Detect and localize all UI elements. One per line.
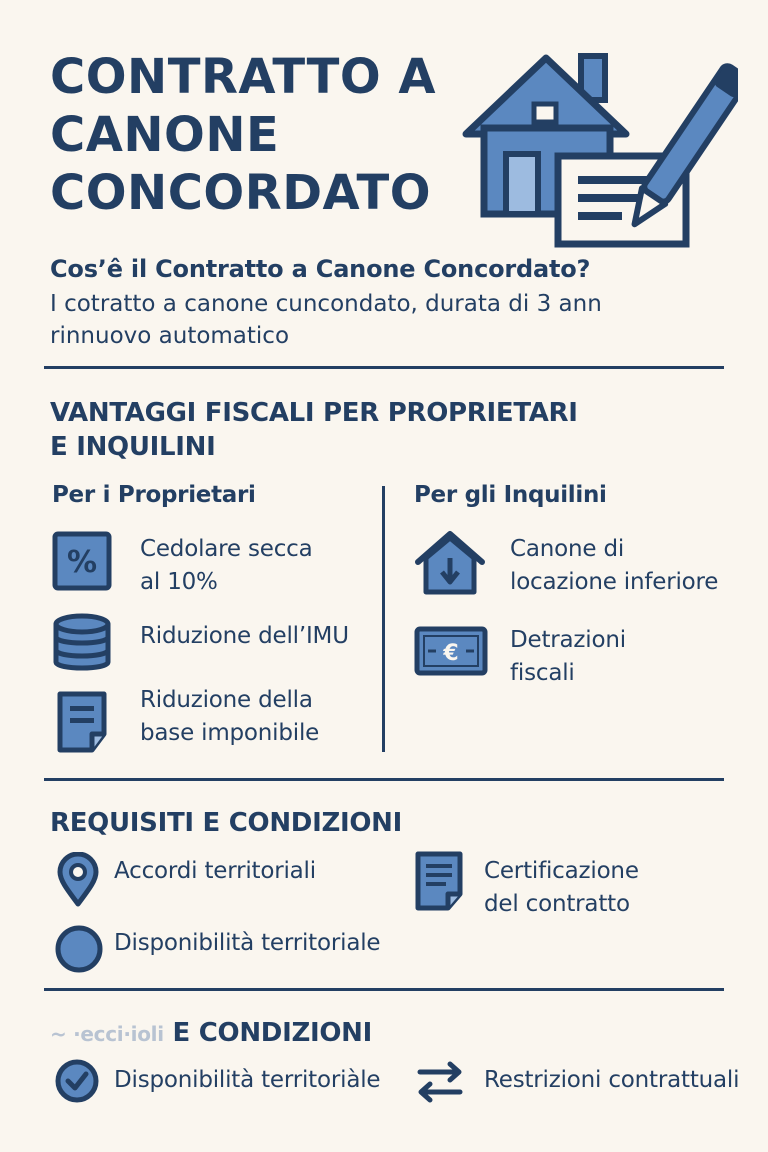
requisiti-item-1 — [114, 855, 316, 888]
intro-text — [50, 288, 700, 352]
document-icon — [56, 690, 112, 754]
swap-arrows-icon — [416, 1060, 464, 1104]
requisiti-item-1-line-1: Accordi territoriali — [114, 858, 316, 884]
inquilini-item-2-line-1: Detrazioni — [510, 627, 626, 653]
page-title — [50, 48, 470, 222]
house-down-arrow-icon — [414, 528, 486, 598]
euro-banknote-icon — [414, 626, 488, 676]
svg-text:€: € — [443, 641, 459, 666]
condizioni-item-1-line-1: Disponibilità territoriàle — [114, 1067, 381, 1093]
vantaggi-heading-line-1: VANTAGGI FISCALI PER PROPRIETARI — [50, 398, 578, 428]
inquilini-item-1-line-2: locazione inferiore — [510, 569, 719, 595]
title-line-1: CONTRATTO A — [50, 49, 437, 105]
requisiti-item-2-line-1: Certificazione — [484, 858, 639, 884]
title-line-2: CANONE — [50, 107, 280, 163]
divider-2 — [44, 778, 724, 781]
database-icon — [52, 612, 112, 674]
proprietari-item-1-line-1: Cedolare secca — [140, 536, 313, 562]
proprietari-item-1 — [140, 533, 313, 599]
requisiti-item-2-line-2: del contratto — [484, 891, 630, 917]
intro-text-line-1: I cotratto a canone cuncondato, durata di 3 ann — [50, 291, 602, 317]
percent-icon — [52, 531, 112, 591]
requisiti-item-3-line-1: Disponibilità territoriale — [114, 930, 381, 956]
check-circle-icon — [54, 1058, 100, 1104]
vantaggi-heading-line-2: E INQUILINI — [50, 432, 216, 462]
column-divider — [382, 486, 385, 752]
proprietari-item-2 — [140, 620, 349, 653]
divider-3 — [44, 988, 724, 991]
inquilini-item-1 — [510, 533, 718, 599]
proprietari-item-1-line-2: al 10% — [140, 569, 218, 595]
condizioni-item-1 — [114, 1064, 380, 1097]
proprietari-item-3-line-1: Riduzione della — [140, 687, 313, 713]
document-icon — [414, 850, 464, 912]
condizioni-heading-main: E CONDIZIONI — [172, 1018, 373, 1048]
house-contract-pen-icon — [458, 48, 738, 258]
title-line-3: CONCORDATO — [50, 165, 432, 221]
condizioni-item-2-line-1: Restrizioni contrattuali — [484, 1067, 740, 1093]
inquilini-item-1-line-1: Canone di — [510, 536, 625, 562]
inquilini-item-2-line-2: fiscali — [510, 660, 575, 686]
intro-text-line-2: rinnuovo automatico — [50, 323, 290, 349]
proprietari-item-3 — [140, 684, 319, 750]
proprietari-heading: Per i Proprietari — [52, 482, 256, 508]
divider-1 — [44, 366, 724, 369]
proprietari-item-2-line-1: Riduzione dell’IMU — [140, 623, 349, 649]
inquilini-item-2 — [510, 624, 626, 690]
condizioni-item-2 — [484, 1064, 739, 1097]
requisiti-item-2 — [484, 855, 639, 921]
intro-question: Cos’ê il Contratto a Canone Concordato? — [50, 255, 591, 283]
condizioni-heading — [50, 1016, 372, 1051]
proprietari-item-3-line-2: base imponibile — [140, 720, 320, 746]
svg-text:%: % — [66, 545, 98, 580]
requisiti-heading: REQUISITI E CONDIZIONI — [50, 808, 403, 838]
vantaggi-heading — [50, 396, 578, 464]
requisiti-item-3 — [114, 927, 380, 960]
inquilini-heading: Per gli Inquilini — [414, 482, 607, 508]
map-pin-icon — [56, 852, 100, 908]
condizioni-heading-faded: ~ ·ecci·ioli — [50, 1022, 164, 1046]
circle-icon — [54, 924, 104, 974]
